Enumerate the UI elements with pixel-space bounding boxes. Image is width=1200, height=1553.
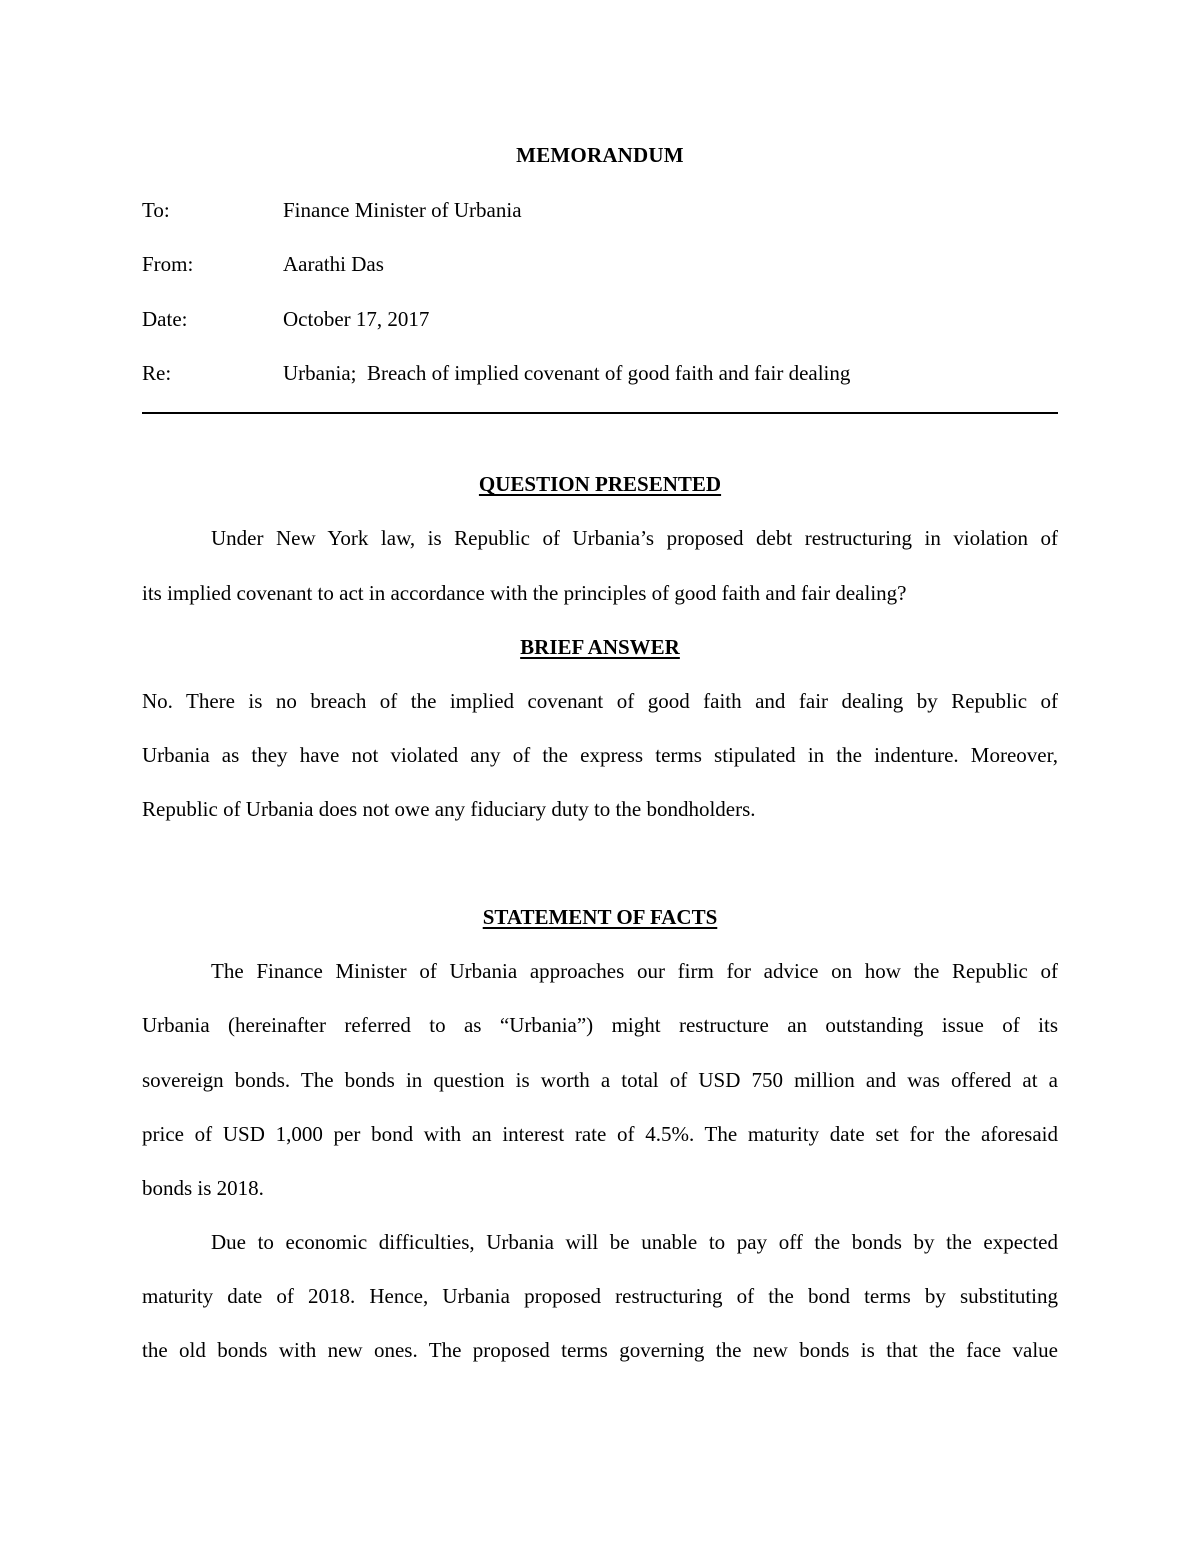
header-label-date: Date:: [142, 307, 188, 331]
header-value-to: Finance Minister of Urbania: [283, 198, 522, 222]
facts-line: Due to economic difficulties, Urbania will be unable to pay off the bonds by the expected: [211, 1230, 1058, 1254]
facts-line: Urbania (hereinafter referred to as “Urbania”) might restructure an outstanding issue of its: [142, 1013, 1058, 1037]
facts-line: bonds is 2018.: [142, 1176, 264, 1200]
facts-line: price of USD 1,000 per bond with an interest rate of 4.5%. The maturity date set for the aforesaid: [142, 1122, 1058, 1146]
facts-line: The Finance Minister of Urbania approaches our firm for advice on how the Republic of: [211, 959, 1058, 983]
header-row-date: [142, 305, 1062, 333]
header-value-date: October 17, 2017: [283, 307, 430, 331]
heading-statement-of-facts: STATEMENT OF FACTS: [482, 905, 718, 929]
header-label-to: To:: [142, 198, 170, 222]
header-row-to: [142, 196, 1062, 224]
answer-line: Republic of Urbania does not owe any fiduciary duty to the bondholders.: [142, 797, 756, 821]
facts-line: maturity date of 2018. Hence, Urbania proposed restructuring of the bond terms by substituting: [142, 1284, 1058, 1308]
header-row-re: [142, 359, 1062, 387]
header-value-from: Aarathi Das: [283, 252, 384, 276]
header-value-re: Urbania; Breach of implied covenant of good faith and fair dealing: [283, 361, 851, 385]
heading-question-presented: QUESTION PRESENTED: [478, 472, 722, 496]
memo-title: MEMORANDUM: [516, 143, 684, 167]
question-line: Under New York law, is Republic of Urbania’s proposed debt restructuring in violation of: [211, 526, 1058, 550]
header-row-from: [142, 250, 1062, 278]
header-label-re: Re:: [142, 361, 172, 385]
heading-brief-answer: BRIEF ANSWER: [520, 635, 680, 659]
answer-line: Urbania as they have not violated any of the express terms stipulated in the indenture. Moreover,: [142, 743, 1058, 767]
header-divider: [142, 412, 1058, 414]
facts-line: the old bonds with new ones. The proposed terms governing the new bonds is that the face value: [142, 1338, 1058, 1362]
question-line: its implied covenant to act in accordance with the principles of good faith and fair dealing?: [142, 581, 907, 605]
header-label-from: From:: [142, 252, 194, 276]
facts-line: sovereign bonds. The bonds in question is worth a total of USD 750 million and was offered at a: [142, 1068, 1058, 1092]
answer-line: No. There is no breach of the implied covenant of good faith and fair dealing by Republic of: [142, 689, 1058, 713]
